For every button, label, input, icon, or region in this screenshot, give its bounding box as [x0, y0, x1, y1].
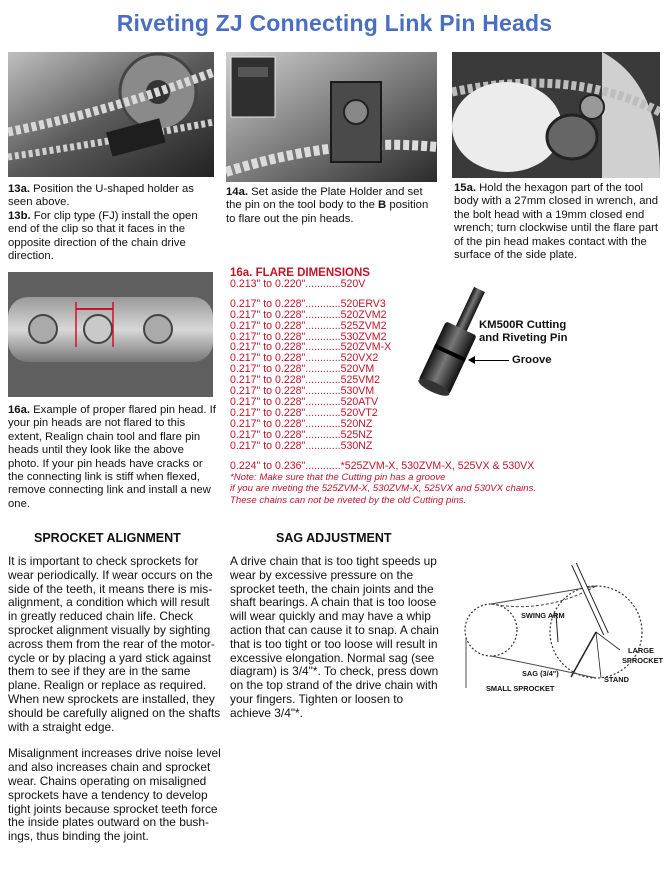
small-sprocket-shape — [465, 604, 517, 656]
sprocket-paragraph-2: Misalignment increases drive noise level and also increases chain and sprocket wear. Chains operating on misaligned sprockets have a tendency to develop tight joints because sprocket teeth force the inside plates outward on the bush-ings, thus binding the joint. — [8, 746, 221, 844]
tool-label — [479, 319, 568, 345]
photo-16a-image — [8, 272, 213, 397]
flare-row: 0.217" to 0.228"............520NZ — [230, 417, 373, 430]
sprocket-text — [8, 555, 221, 844]
diagram-label-stand: STAND — [604, 675, 629, 684]
flare-note-1: *Note: Make sure that the Cutting pin has a groove — [230, 471, 446, 483]
large-sprocket-leader — [596, 632, 620, 650]
flare-row: 0.217" to 0.228"............530VM — [230, 385, 375, 398]
flare-row: 0.217" to 0.228"............520ATV — [230, 395, 379, 408]
flare-row: 0.217" to 0.228"............525NZ — [230, 428, 373, 441]
flare-last-row: 0.224" to 0.236"............*525ZVM-X, 530ZVM-X, 525VX & 530VX — [230, 460, 535, 472]
groove-arrow-line — [473, 360, 509, 361]
caption-13a — [8, 183, 218, 210]
caption-15a-label: 15a. — [454, 182, 476, 194]
swing-arm-fill — [574, 564, 606, 634]
flare-row: 0.217" to 0.228"............525ZVM2 — [230, 319, 387, 332]
diagram-label-large-2: SPROCKET — [622, 656, 664, 665]
tool-label-line1: KM500R Cutting — [479, 319, 567, 331]
flare-first-row: 0.213" to 0.220"............520V — [230, 277, 366, 290]
sag-diagram — [446, 552, 669, 702]
sag-paragraph: A drive chain that is too tight speeds up wear by excessive pressure on the sprocket teeth, the chain joints and the shaft bearings. A chain that is too loose will wear quickly and may have a whip action that can cause it to snap. A chain that is too tight or too loose will result in excessive elongation. Normal sag (see diagram) is 3/4"*. To check, press down on the top strand of the drive chain with your fingers. Tighten or loosen to achieve 3/4"*. — [230, 554, 439, 720]
caption-16a — [8, 404, 218, 511]
caption-13a-label: 13a. — [8, 183, 30, 195]
photo-15a — [452, 52, 660, 178]
groove-label: Groove — [512, 354, 552, 366]
photo-13a — [8, 52, 214, 177]
photo-13a-image — [8, 52, 214, 177]
flare-row: 0.217" to 0.228"............520VM — [230, 363, 375, 376]
photo-14a-image — [226, 52, 437, 182]
photo-16a — [8, 272, 213, 397]
flare-row: 0.217" to 0.228"............530ZVM2 — [230, 330, 387, 343]
tool-label-line2: and Riveting Pin — [479, 332, 568, 344]
flare-row: 0.217" to 0.228"............520ZVM2 — [230, 308, 387, 321]
diagram-label-swing-arm: SWING ARM — [521, 611, 565, 620]
stand-leader — [596, 632, 601, 678]
flare-heading: 16a. FLARE DIMENSIONS — [230, 267, 370, 279]
caption-13b-label: 13b. — [8, 209, 31, 222]
caption-14a — [226, 186, 438, 226]
caption-14a-text-post: position to flare out the pin heads. — [226, 199, 429, 225]
flare-last-section — [230, 461, 660, 506]
caption-15a — [454, 182, 662, 262]
diagram-label-small-sprocket: SMALL SPROCKET — [486, 684, 555, 693]
caption-14a-bold: B — [378, 199, 387, 212]
flare-row: 0.217" to 0.228"............520VX2 — [230, 352, 379, 365]
flare-row: 0.217" to 0.228"............530NZ — [230, 439, 373, 452]
caption-16a-label: 16a. — [8, 404, 30, 416]
stand-shape — [571, 632, 596, 677]
chain-top — [491, 586, 596, 604]
diagram-label-sag: SAG (3/4") — [522, 669, 559, 678]
diagram-label-large-1: LARGE — [628, 646, 654, 655]
flare-row: 0.217" to 0.228"............520VT2 — [230, 406, 378, 419]
sag-heading: SAG ADJUSTMENT — [276, 531, 392, 545]
caption-16a-text: Example of proper flared pin head. If your pin heads are not flared to this extent, Realign chain tool and flare pin heads until they look like the above photo. If your pin heads have cracks or the connecting link is stiff when flexed, remove connecting link and install a new one. — [8, 404, 216, 510]
caption-14a-text-pre: Set aside the Plate Holder and set the pin on the tool body to the — [226, 186, 423, 212]
flare-note-3: These chains can not be riveted by the old Cutting pins. — [230, 494, 467, 506]
photo-15a-image — [452, 52, 660, 178]
caption-13 — [8, 183, 218, 263]
photo-14a — [226, 52, 437, 182]
flare-row: 0.217" to 0.228"............525VM2 — [230, 374, 381, 387]
caption-13a-text: Position the U-shaped holder as seen above. — [8, 183, 194, 209]
flare-dimensions — [230, 268, 560, 452]
flare-note-2: if you are riveting the 525ZVM-X, 530ZVM-X, 525VX and 530VX chains. — [230, 483, 537, 495]
caption-14a-label: 14a. — [226, 186, 248, 198]
caption-13b-text: For clip type (FJ) install the open end of the clip so that it faces in the opposite direction of the chain drive direction. — [8, 209, 198, 263]
sprocket-paragraph-1: It is important to check sprockets for wear periodically. If wear occurs on the side of the teeth, it means there is mis-alignment, a condition which will result in greatly reduced chain life. Check sprocket alignment visually by sighting across them from the rear of the motor-cycle or by placing a yard stick against them to see if they are in the same plane. Realign or replace as required. When new sprockets are installed, they should be carefully aligned on the shafts with a straight edge. — [8, 554, 221, 734]
flare-row: 0.217" to 0.228"............520ERV3 — [230, 297, 386, 310]
sprocket-heading: SPROCKET ALIGNMENT — [34, 531, 181, 545]
groove-arrow-head — [468, 356, 475, 364]
page-title: Riveting ZJ Connecting Link Pin Heads — [116, 10, 553, 36]
caption-13b — [8, 210, 218, 264]
flare-row: 0.217" to 0.228"............520ZVM-X — [230, 341, 392, 354]
caption-15a-text: Hold the hexagon part of the tool body with a 27mm closed in wrench, and the bolt head with a 19mm closed end wrench; turn clockwise until the flare part of the pin head makes contact with the surface of the side plate. — [454, 182, 659, 262]
